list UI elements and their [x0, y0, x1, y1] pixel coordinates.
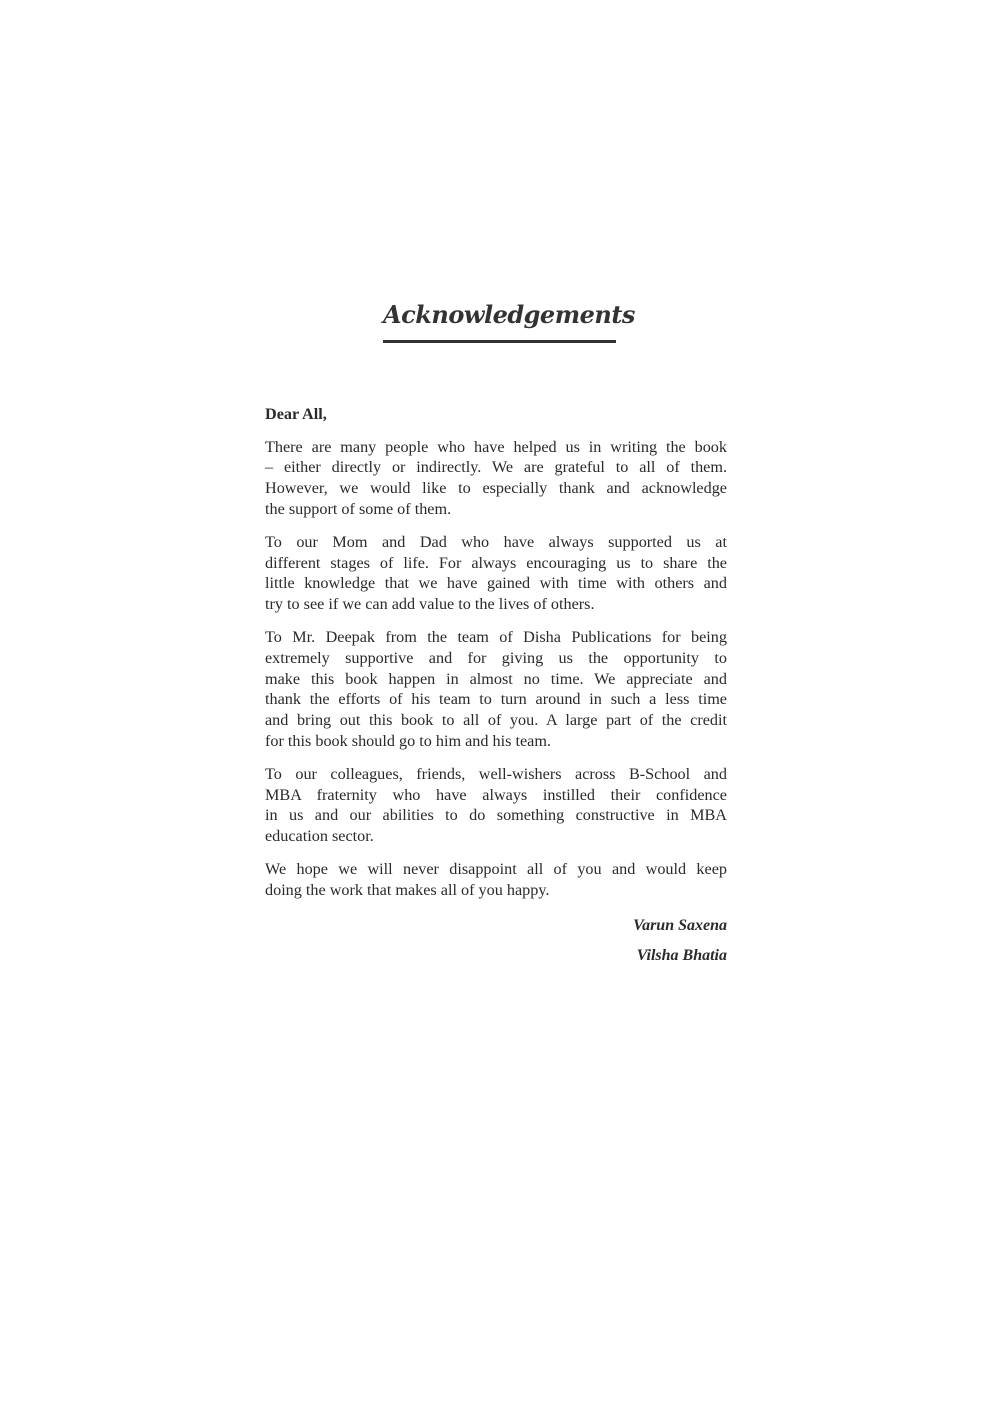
paragraph [265, 627, 727, 751]
title-underline [383, 340, 616, 343]
paragraph-line: To Mr. Deepak from the team of Disha Publications for being [265, 628, 727, 647]
paragraph [265, 859, 727, 900]
paragraph-line: However, we would like to especially thank and acknowledge [265, 479, 727, 498]
paragraph-line: little knowledge that we have gained with time with others and [265, 574, 727, 593]
paragraph-line: There are many people who have helped us in writing the book [265, 437, 727, 456]
signature-1: Varun Saxena [633, 917, 727, 934]
paragraph-line: different stages of life. For always encouraging us to share the [265, 553, 727, 572]
paragraph [265, 532, 727, 615]
paragraph-line: thank the efforts of his team to turn around in such a less time [265, 690, 727, 709]
paragraph-line: We hope we will never disappoint all of you and would keep [265, 860, 727, 879]
salutation: Dear All, [265, 405, 327, 423]
paragraph-line: in us and our abilities to do something constructive in MBA [265, 806, 727, 825]
signature-2: Vilsha Bhatia [636, 947, 727, 964]
paragraph-line: MBA fraternity who have always instilled their confidence [265, 785, 727, 804]
paragraph-line: make this book happen in almost no time. We appreciate and [265, 669, 727, 688]
paragraph-line: – either directly or indirectly. We are grateful to all of them. [265, 458, 727, 477]
page-title: Acknowledgements [383, 300, 635, 329]
paragraph [265, 437, 727, 520]
paragraph-line: extremely supportive and for giving us the opportunity to [265, 649, 727, 668]
paragraph-line: To our colleagues, friends, well-wishers across B-School and [265, 765, 727, 784]
paragraph-line: and bring out this book to all of you. A large part of the credit [265, 711, 727, 730]
paragraph-line: education sector. [265, 827, 374, 846]
paragraph [265, 764, 727, 847]
paragraph-line: the support of some of them. [265, 499, 452, 518]
paragraph-line: doing the work that makes all of you happy. [265, 881, 550, 900]
paragraph-line: To our Mom and Dad who have always supported us at [265, 533, 727, 552]
acknowledgement-body [265, 404, 727, 913]
paragraph-line: try to see if we can add value to the lives of others. [265, 595, 595, 614]
paragraph-line: for this book should go to him and his team. [265, 731, 551, 750]
